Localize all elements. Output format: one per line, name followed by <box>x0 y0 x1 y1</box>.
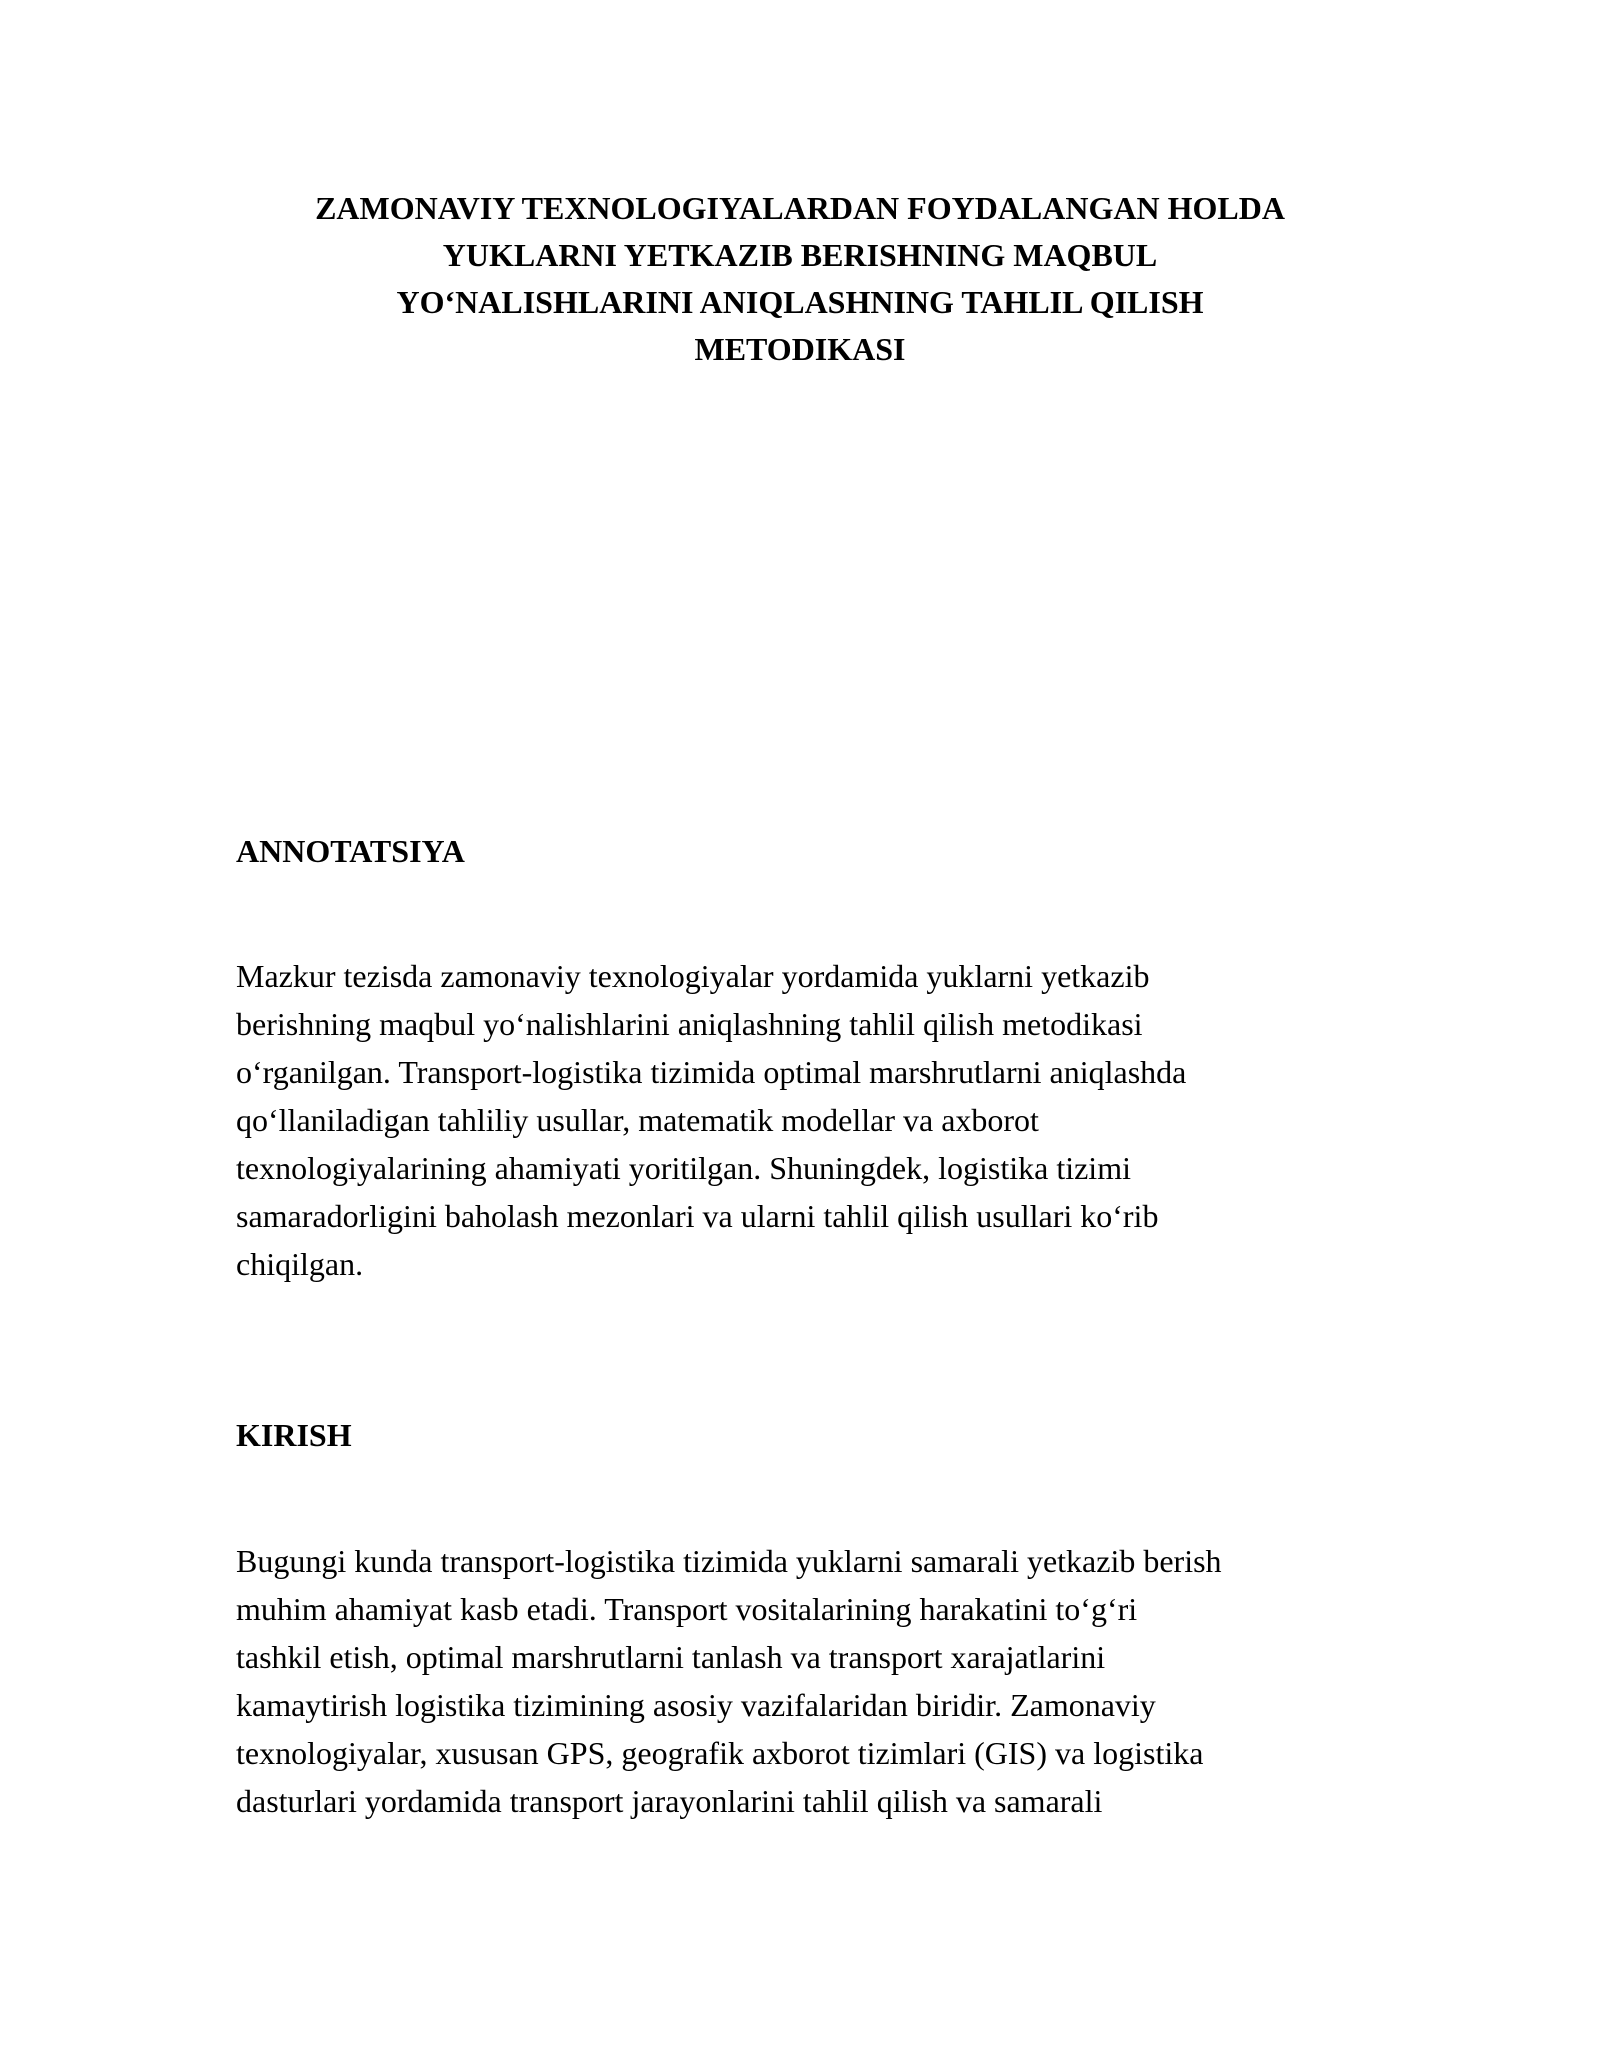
text-line: kamaytirish logistika tizimining asosiy vazifalaridan biridir. Zamonaviy <box>236 1687 1156 1723</box>
text-line: Bugungi kunda transport-logistika tizimida yuklarni samarali yetkazib berish <box>236 1543 1222 1579</box>
text-line: samaradorligini baholash mezonlari va ularni tahlil qilish usullari ko‘rib <box>236 1198 1159 1234</box>
text-line: dasturlari yordamida transport jarayonlarini tahlil qilish va samarali <box>236 1783 1103 1819</box>
title-line: YUKLARNI YETKAZIB BERISHNING MAQBUL <box>442 237 1158 273</box>
text-line: chiqilgan. <box>236 1246 364 1282</box>
title-line: ZAMONAVIY TEXNOLOGIYALARDAN FOYDALANGAN HOLDA <box>315 190 1285 226</box>
text-line: Mazkur tezisda zamonaviy texnologiyalar yordamida yuklarni yetkazib <box>236 958 1150 994</box>
title-line: METODIKASI <box>694 331 906 367</box>
title-line: YO‘NALISHLARINI ANIQLASHNING TAHLIL QILISH <box>396 284 1204 320</box>
text-line: muhim ahamiyat kasb etadi. Transport vositalarining harakatini to‘g‘ri <box>236 1591 1138 1627</box>
annotation-heading: ANNOTATSIYA <box>236 833 465 869</box>
text-line: o‘rganilgan. Transport-logistika tizimida optimal marshrutlarni aniqlashda <box>236 1054 1187 1090</box>
text-line: texnologiyalar, xususan GPS, geografik axborot tizimlari (GIS) va logistika <box>236 1735 1204 1771</box>
document-title <box>230 185 1370 373</box>
text-line: berishning maqbul yo‘nalishlarini aniqlashning tahlil qilish metodikasi <box>236 1006 1143 1042</box>
text-line: tashkil etish, optimal marshrutlarni tanlash va transport xarajatlarini <box>236 1639 1106 1675</box>
text-line: texnologiyalarining ahamiyati yoritilgan. Shuningdek, logistika tizimi <box>236 1150 1131 1186</box>
introduction-heading: KIRISH <box>236 1417 352 1453</box>
introduction-paragraph <box>236 1537 1436 1825</box>
annotation-paragraph <box>236 952 1436 1288</box>
text-line: qo‘llaniladigan tahliliy usullar, matematik modellar va axborot <box>236 1102 1039 1138</box>
